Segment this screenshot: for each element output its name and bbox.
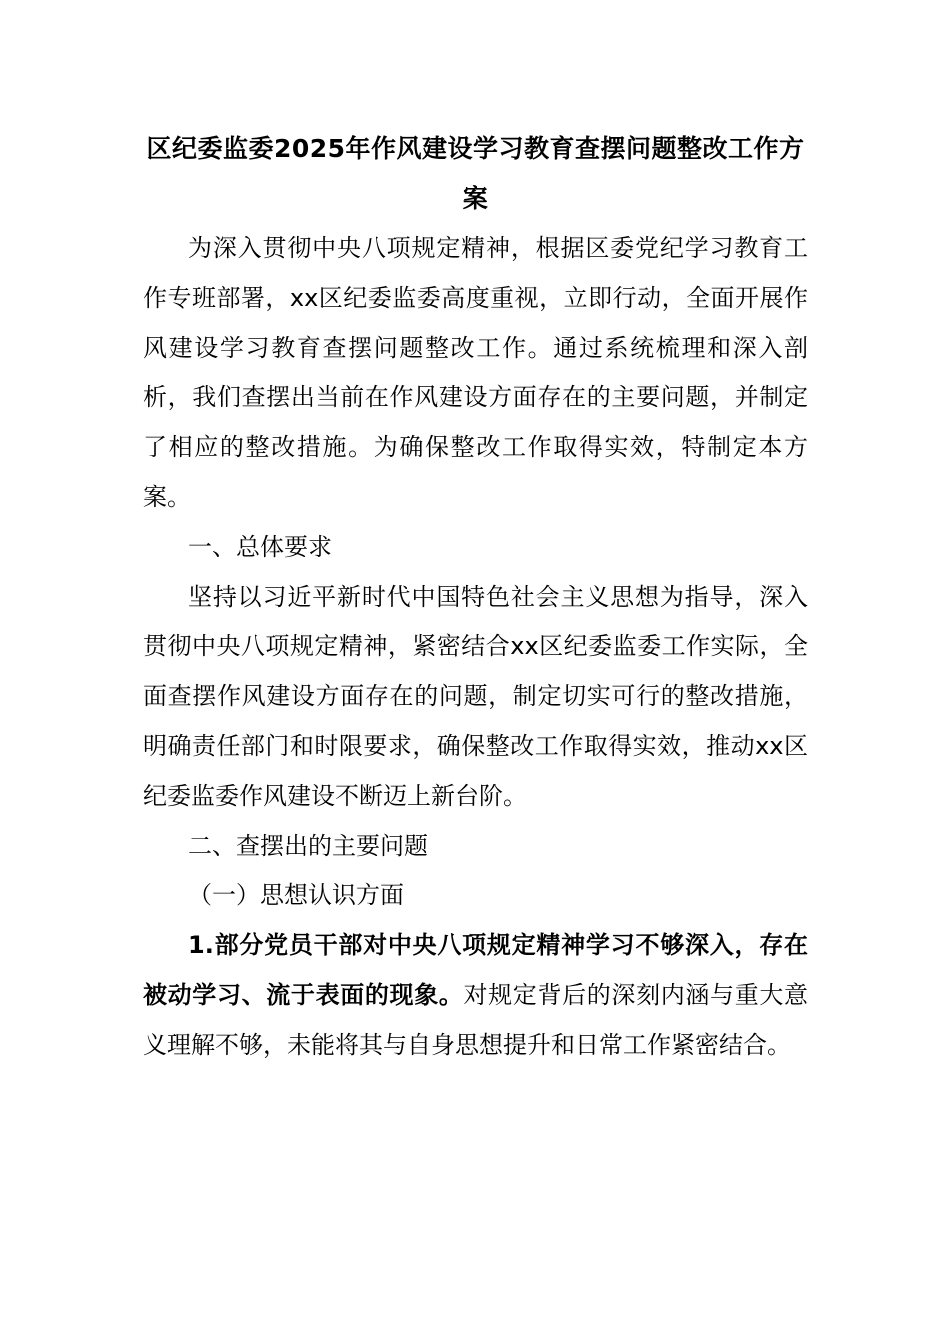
item-1-paragraph <box>143 921 808 1070</box>
item-1-bold-lead: 1.部分党员干部对中央八项规定精神学习不够深入，存在被动学习、流于表面的现象。 <box>143 931 808 1009</box>
document-title: 区纪委监委2025年作风建设学习教育查摆问题整改工作方案 <box>146 134 805 213</box>
subsection-1-heading: （一）思想认识方面 <box>188 881 404 910</box>
section-2-heading: 二、查摆出的主要问题 <box>188 831 428 860</box>
document-page <box>143 124 808 1071</box>
intro-paragraph: 为深入贯彻中央八项规定精神，根据区委党纪学习教育工作专班部署，xx区纪委监委高度重视，立即行动，全面开展作风建设学习教育查摆问题整改工作。通过系统梳理和深入剖析，我们查摆出当前在作风建设方面存在的主要问题，并制定了相应的整改措施。为确保整改工作取得实效，特制定本方案。 <box>143 234 808 511</box>
item-1-text: 对规定背后的深刻内涵与重大意义理解不够，未能将其与自身思想提升和日常工作紧密结合。 <box>143 980 808 1059</box>
section-1-heading: 一、总体要求 <box>188 532 332 561</box>
section-1-paragraph: 坚持以习近平新时代中国特色社会主义思想为指导，深入贯彻中央八项规定精神，紧密结合xx区纪委监委工作实际，全面查摆作风建设方面存在的问题，制定切实可行的整改措施，明确责任部门和时限要求，确保整改工作取得实效，推动xx区纪委监委作风建设不断迈上新台阶。 <box>143 582 808 810</box>
